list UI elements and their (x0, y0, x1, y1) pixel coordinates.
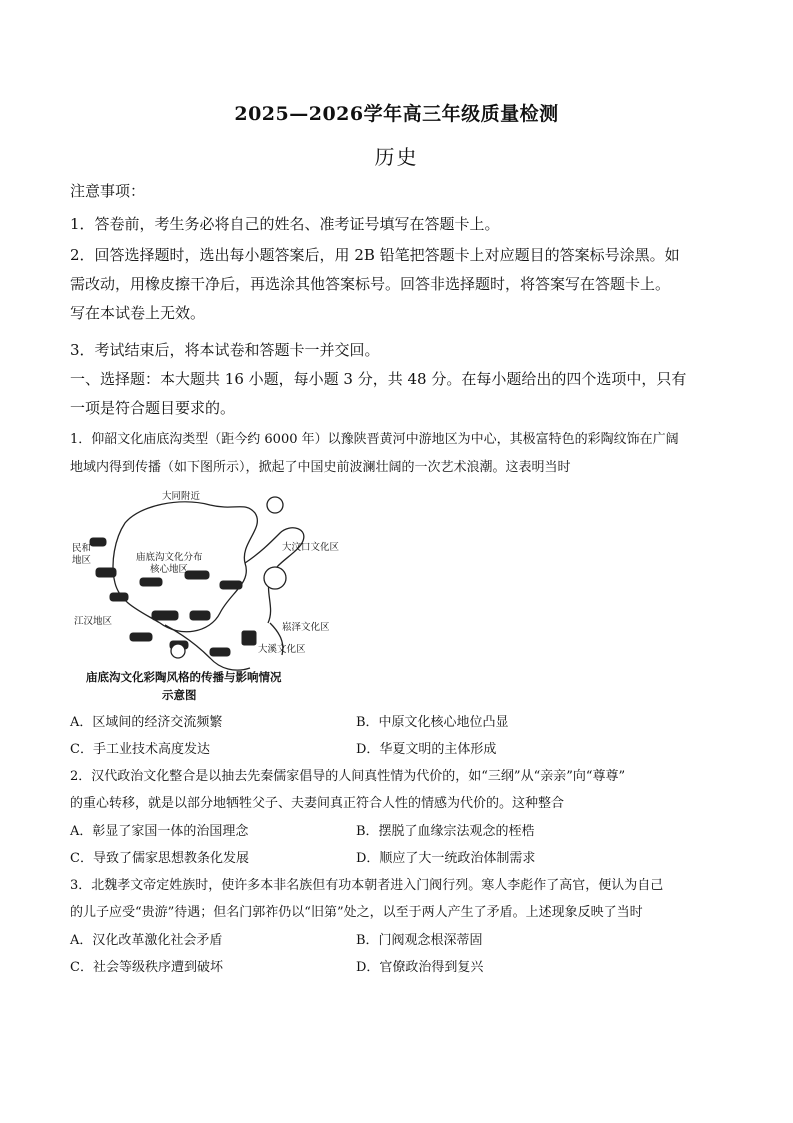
q3-option-d: D．官僚政治得到复兴 (356, 960, 484, 975)
subject-title: 历史 (374, 145, 419, 169)
pottery-icon (96, 568, 116, 577)
q1-option-d: D．华夏文明的主体形成 (356, 742, 497, 757)
pottery-icon (140, 578, 162, 586)
label-daxi: 大溪文化区 (258, 644, 306, 655)
label-songze: 崧泽文化区 (282, 622, 330, 633)
q2-option-c: C．导致了儒家思想教条化发展 (70, 851, 249, 866)
figure-caption-2: 示意图 (162, 688, 197, 702)
notice-line-5: 3．考试结束后，将本试卷和答题卡一并交回。 (70, 341, 380, 359)
q1-stem-line-2: 地域内得到传播（如下图所示），掀起了中国史前波澜壮阔的一次艺术浪潮。这表明当时 (70, 460, 571, 475)
q3-option-a: A．汉化改革激化社会矛盾 (70, 933, 223, 948)
pottery-spread-map (70, 483, 350, 705)
label-dawenkou: 大汶口文化区 (282, 542, 340, 553)
label-datong: 大同附近 (162, 491, 201, 502)
exam-title: 2025—2026学年高三年级质量检测 (234, 103, 559, 125)
q3-option-b: B．门阀观念根深蒂固 (356, 933, 483, 948)
notice-line-4: 写在本试卷上无效。 (70, 304, 206, 322)
notice-heading: 注意事项： (70, 182, 146, 200)
q2-option-a: A．彰显了家国一体的治国理念 (70, 824, 249, 839)
pottery-icon (90, 538, 106, 546)
label-miaodigou-1: 庙底沟文化分布 (136, 552, 203, 563)
pottery-icon (242, 631, 256, 645)
notice-line-2: 2．回答选择题时，选出每小题答案后，用 2B 铅笔把答题卡上对应题目的答案标号涂黑。如 (70, 246, 680, 264)
label-minhe-2: 地区 (72, 555, 92, 566)
q1-option-c: C．手工业技术高度发达 (70, 742, 210, 757)
label-minhe-1: 民和 (72, 543, 92, 554)
notice-line-1: 1．答卷前，考生务必将自己的姓名、准考证号填写在答题卡上。 (70, 215, 500, 233)
pottery-icon (267, 497, 283, 513)
pottery-icon (171, 644, 185, 658)
section-instruction-1: 一、选择题：本大题共 16 小题，每小题 3 分，共 48 分。在每小题给出的四个选项中，只有 (70, 370, 687, 388)
pottery-icon (210, 648, 230, 656)
pottery-icon (220, 581, 242, 589)
pottery-icon (152, 611, 178, 620)
q2-stem-line-1: 2．汉代政治文化整合是以抽去先秦儒家倡导的人间真性情为代价的，如“三纲”从“亲亲”向“尊尊” (70, 769, 626, 784)
figure-caption-1: 庙底沟文化彩陶风格的传播与影响情况 (86, 670, 282, 684)
q1-option-a: A．区域间的经济交流频繁 (70, 715, 223, 730)
q3-stem-line-2: 的儿子应受“贵游”待遇；但名门郭祚仍以“旧第”处之，以至于两人产生了矛盾。上述现象反映了当时 (70, 905, 643, 920)
label-miaodigou-2: 核心地区 (150, 564, 189, 575)
q2-option-d: D．顺应了大一统政治体制需求 (356, 851, 536, 866)
pottery-icon (185, 571, 209, 579)
notice-line-3: 需改动，用橡皮擦干净后，再选涂其他答案标号。回答非选择题时，将答案写在答题卡上。 (70, 275, 671, 293)
q3-option-c: C．社会等级秩序遭到破坏 (70, 960, 223, 975)
pottery-icon (190, 611, 210, 620)
q3-stem-line-1: 3．北魏孝文帝定姓族时，使许多本非名族但有功本朝者进入门阀行列。寒人李彪作了高官，便认为自己 (70, 878, 664, 893)
section-instruction-2: 一项是符合题目要求的。 (70, 399, 236, 417)
q1-option-b: B．中原文化核心地位凸显 (356, 715, 509, 730)
q2-stem-line-2: 的重心转移，就是以部分地牺牲父子、夫妻间真正符合人性的情感为代价的。这种整合 (70, 796, 565, 811)
pottery-icon (130, 633, 152, 641)
pottery-icon (110, 593, 128, 601)
q1-stem-line-1: 1．仰韶文化庙底沟类型（距今约 6000 年）以豫陕晋黄河中游地区为中心，其极富特色的彩陶纹饰在广阔 (70, 432, 679, 447)
q2-option-b: B．摆脱了血缘宗法观念的桎梏 (356, 824, 535, 839)
label-jianghan: 江汉地区 (74, 616, 113, 627)
pottery-icon (264, 567, 286, 589)
